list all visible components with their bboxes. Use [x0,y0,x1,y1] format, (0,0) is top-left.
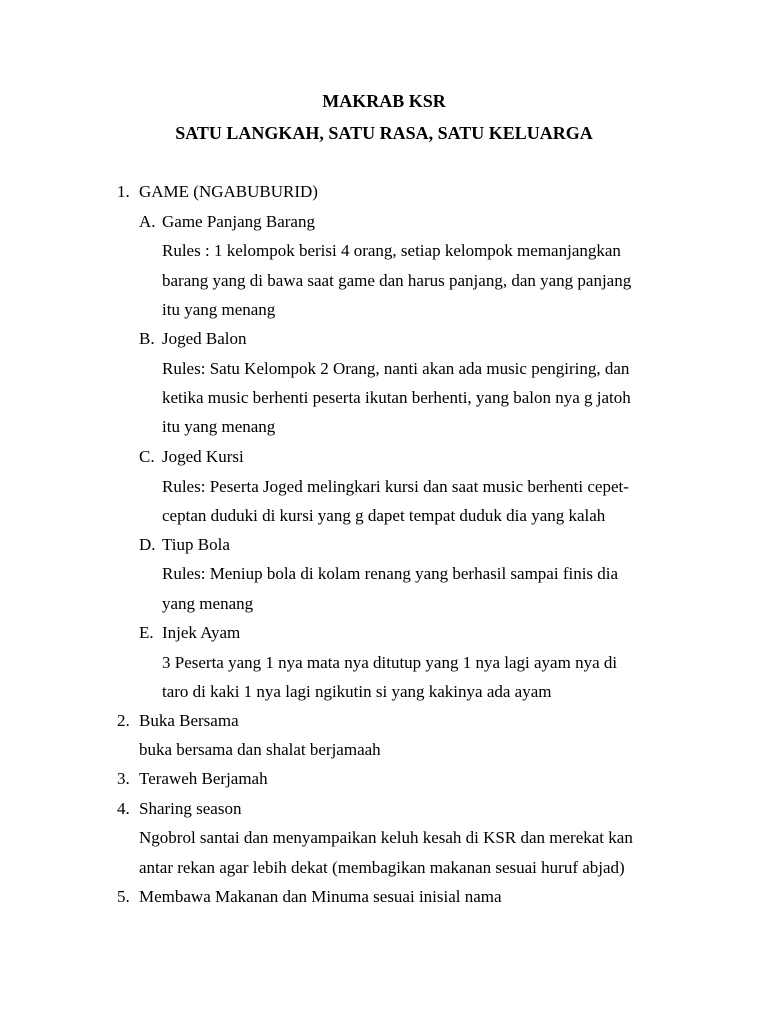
list-number: 3. [117,769,130,788]
item-description-line: antar rekan agar lebih dekat (membagikan makanan sesuai huruf abjad) [139,858,625,877]
sublist-item-label: Joged Kursi [162,447,244,466]
rules-text-line: Rules: Peserta Joged melingkari kursi dan saat music berhenti cepet- [162,477,629,496]
sublist-item-label: Injek Ayam [162,623,241,642]
document-subtitle: SATU LANGKAH, SATU RASA, SATU KELUARGA [175,123,593,143]
list-number: 5. [117,887,130,906]
item-description-line: buka bersama dan shalat berjamaah [139,740,381,759]
sublist-letter: C. [139,447,155,466]
list-number: 4. [117,799,130,818]
sublist-letter: E. [139,623,154,642]
rules-text-line: Rules: Meniup bola di kolam renang yang berhasil sampai finis dia [162,564,619,583]
rules-text-line: Rules: Satu Kelompok 2 Orang, nanti akan ada music pengiring, dan [162,359,630,378]
rules-text-line: yang menang [162,594,254,613]
sublist-item-label: Joged Balon [162,329,247,348]
sublist-item-label: Game Panjang Barang [162,212,315,231]
list-item-label: Membawa Makanan dan Minuma sesuai inisial nama [139,887,502,906]
rules-text-line: itu yang menang [162,417,276,436]
list-item-label: GAME (NGABUBURID) [139,182,318,201]
list-item-label: Teraweh Berjamah [139,769,268,788]
sublist-letter: B. [139,329,155,348]
rules-text-line: itu yang menang [162,300,276,319]
sublist-item-label: Tiup Bola [162,535,230,554]
list-number: 1. [117,182,130,201]
sublist-letter: A. [139,212,156,231]
list-item-label: Sharing season [139,799,242,818]
rules-text-line: ceptan duduki di kursi yang g dapet tempat duduk dia yang kalah [162,506,606,525]
list-item-label: Buka Bersama [139,711,239,730]
rules-text-line: 3 Peserta yang 1 nya mata nya ditutup yang 1 nya lagi ayam nya di [162,653,618,672]
rules-text-line: Rules : 1 kelompok berisi 4 orang, setiap kelompok memanjangkan [162,241,621,260]
rules-text-line: taro di kaki 1 nya lagi ngikutin si yang kakinya ada ayam [162,682,552,701]
rules-text-line: barang yang di bawa saat game dan harus panjang, dan yang panjang [162,271,632,290]
sublist-letter: D. [139,535,156,554]
item-description-line: Ngobrol santai dan menyampaikan keluh kesah di KSR dan merekat kan [139,828,633,847]
document-title: MAKRAB KSR [322,91,446,111]
list-number: 2. [117,711,130,730]
rules-text-line: ketika music berhenti peserta ikutan berhenti, yang balon nya g jatoh [162,388,631,407]
